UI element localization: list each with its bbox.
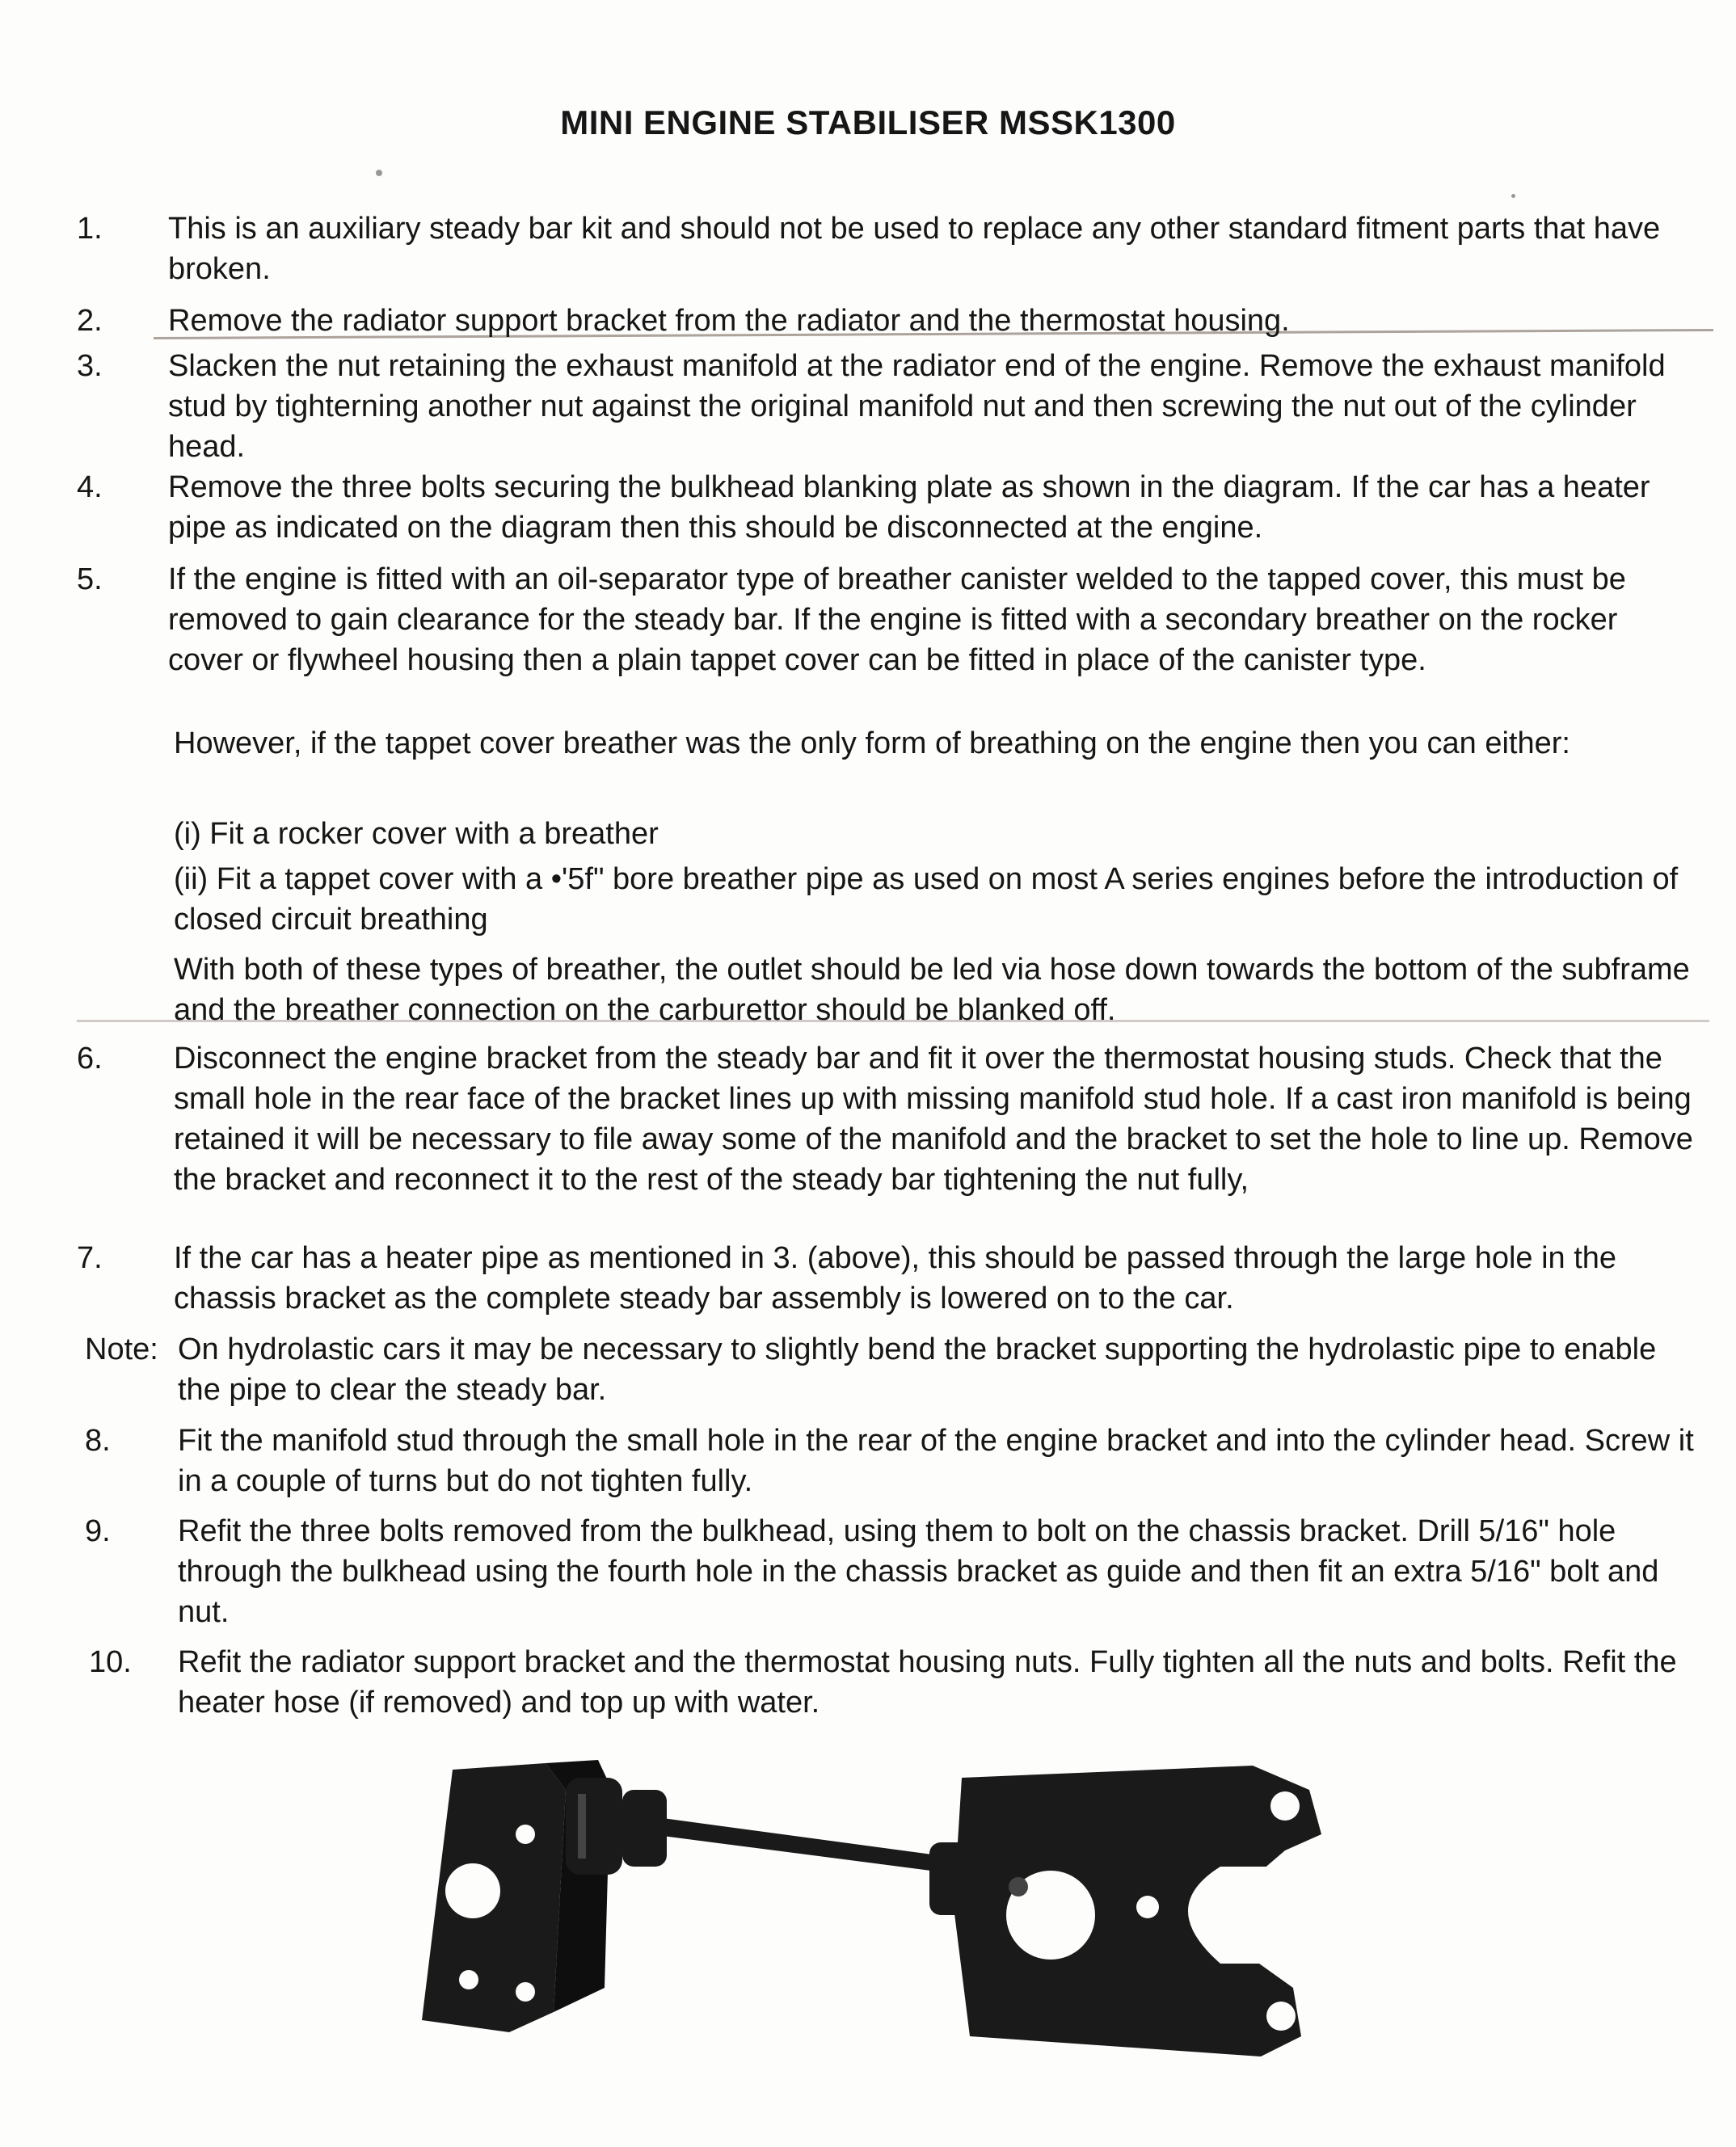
- step5-option-2: (ii) Fit a tappet cover with a •'5f" bore breather pipe as used on most A series engines before the introduction of closed circuit breathing: [174, 862, 1679, 937]
- step-number: 2.: [77, 304, 103, 338]
- step-text: Remove the radiator support bracket from the radiator and the thermostat housing.: [168, 304, 1290, 338]
- step-number: 4.: [77, 470, 103, 504]
- step-text: If the car has a heater pipe as mentioned in 3. (above), this should be passed through the large hole in the chassis bracket as the complete steady bar assembly is lowered on to the car.: [174, 1241, 1617, 1316]
- bush-right: [622, 1790, 667, 1867]
- step-text: This is an auxiliary steady bar kit and should not be used to replace any other standard fitment parts that have broken.: [168, 212, 1661, 286]
- step-text: Remove the three bolts securing the bulkhead blanking plate as shown in the diagram. If the car has a heater pipe as indicated on the diagram then this should be disconnected at the engine.: [168, 470, 1650, 545]
- step-number: 5.: [77, 562, 103, 596]
- steady-bar-rod: [663, 1818, 962, 1875]
- step-text: Fit the manifold stud through the small hole in the rear of the engine bracket and into the cylinder head. Screw it in a couple of turns but do not tighten fully.: [178, 1424, 1694, 1498]
- step-number: 9.: [85, 1514, 111, 1548]
- step5-however: However, if the tappet cover breather was the only form of breathing on the engine then you can either:: [174, 726, 1570, 760]
- step-text: Refit the radiator support bracket and the thermostat housing nuts. Fully tighten all the nuts and bolts. Refit the heater hose (if removed) and top up with water.: [178, 1645, 1677, 1720]
- step-text: Disconnect the engine bracket from the steady bar and fit it over the thermostat housing studs. Check that the small hole in the rear face of the bracket lines up with missing manifold stud hole. If a cast iron manifold is being retained it will be necessary to file away some of the manifold and the bracket to set the hole to line up. Remove the bracket and reconnect it to the rest of the steady bar tightening the nut fully,: [174, 1042, 1693, 1197]
- step-text: If the engine is fitted with an oil-separator type of breather canister welded to the tapped cover, this must be removed to gain clearance for the steady bar. If the engine is fitted with a secondary breather on the rocker cover or flywheel housing then a plain tappet cover can be fitted in place of the canister type.: [168, 562, 1626, 677]
- bush-engine: [929, 1842, 986, 1915]
- step5-option-1: (i) Fit a rocker cover with a breather: [174, 817, 659, 851]
- step-text: Slacken the nut retaining the exhaust manifold at the radiator end of the engine. Remove the exhaust manifold stud by tighterning another nut against the original manifold nut and then screwing the nut out of the cylinder head.: [168, 349, 1666, 464]
- step-text: Refit the three bolts removed from the bulkhead, using them to bolt on the chassis bracket. Drill 5/16" hole through the bulkhead using the fourth hole in the chassis bracket as guide and then fit an extra 5/16" bolt and nut.: [178, 1514, 1659, 1629]
- step-number: 3.: [77, 349, 103, 383]
- note-text: On hydrolastic cars it may be necessary to slightly bend the bracket supporting the hydrolastic pipe to enable the pipe to clear the steady bar.: [178, 1332, 1657, 1407]
- step-number: 7.: [77, 1241, 103, 1275]
- step-number: 6.: [77, 1042, 103, 1076]
- stabiliser-kit-photo: [404, 1745, 1358, 2085]
- step5-both: With both of these types of breather, the outlet should be led via hose down towards the bottom of the subframe and the breather connection on the carburettor should be blanked off.: [174, 953, 1690, 1027]
- scan-mark: [376, 170, 382, 176]
- step-number: 10.: [89, 1645, 132, 1679]
- bush-left: [566, 1778, 622, 1875]
- step-number: 1.: [77, 212, 103, 246]
- document-title: MINI ENGINE STABILISER MSSK1300: [560, 103, 1176, 141]
- scan-mark: [1511, 194, 1515, 198]
- note-label: Note:: [85, 1332, 158, 1366]
- step-number: 8.: [85, 1424, 111, 1458]
